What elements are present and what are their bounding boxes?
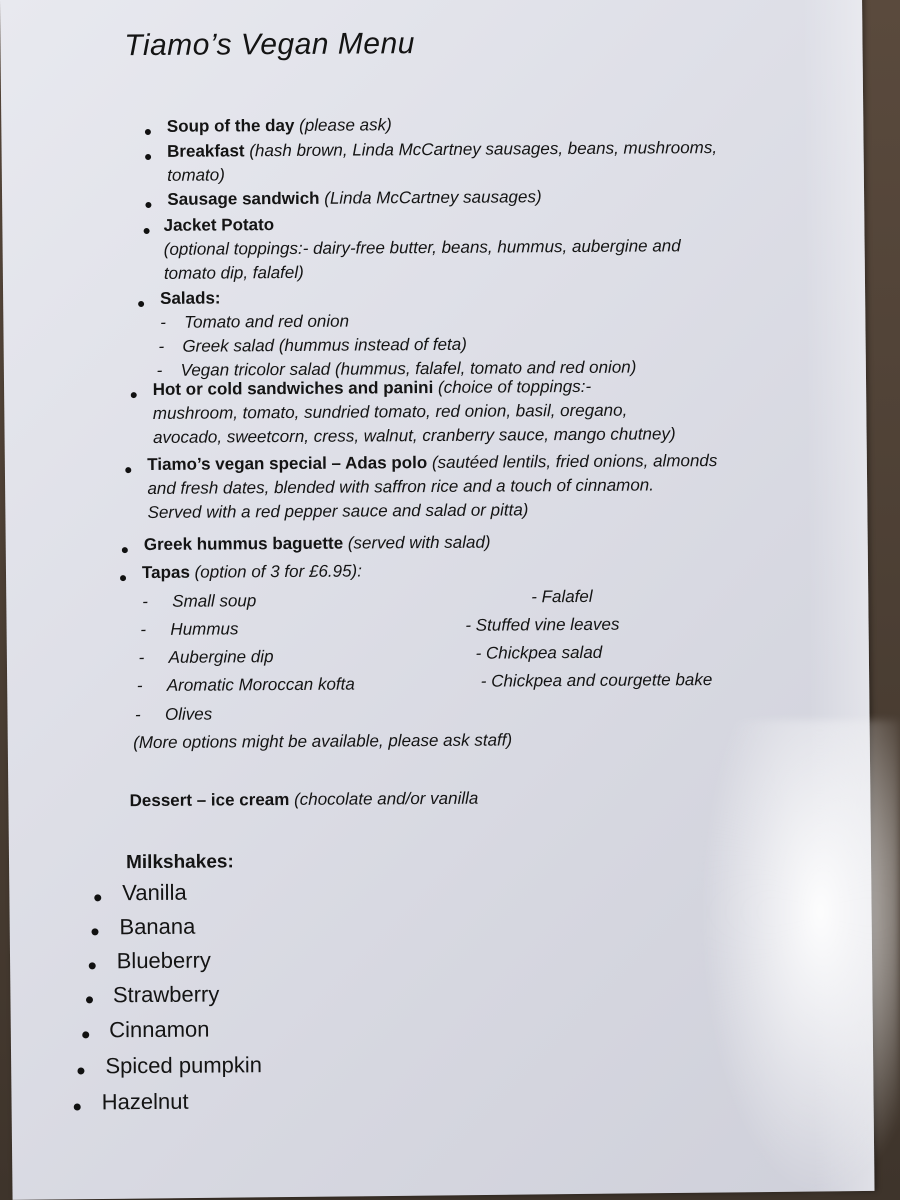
tapas-option-label: Small soup <box>172 591 257 611</box>
item-description: (choice of toppings:- <box>437 376 592 397</box>
milkshake-item: Strawberry <box>112 981 220 1008</box>
item-description-cont: avocado, sweetcorn, cress, walnut, cranberry sauce, mango chutney) <box>152 424 676 447</box>
item-name: Greek hummus baguette <box>143 533 344 555</box>
bullet-icon <box>120 575 126 581</box>
item-description-cont: and fresh dates, blended with saffron rice and a touch of cinnamon. <box>147 475 655 498</box>
tapas-option-right: - Stuffed vine leaves <box>465 614 620 635</box>
item-name: Soup of the day <box>166 115 295 136</box>
bullet-icon <box>86 996 93 1003</box>
bullet-icon <box>131 392 137 398</box>
bullet-icon <box>122 547 128 553</box>
tapas-option-label: Aromatic Moroccan kofta <box>166 674 355 695</box>
salad-option: - Vegan tricolor salad (hummus, falafel, tomato and red onion) <box>156 357 637 380</box>
item-name: Salads: <box>160 288 221 308</box>
item-name: Tiamo’s vegan special – Adas polo <box>147 453 428 474</box>
menu-item-vegan-special <box>147 448 837 525</box>
tapas-option-right: - Falafel <box>531 586 593 607</box>
menu-item-sausage-sandwich <box>167 185 541 212</box>
tapas-option: - Aubergine dip <box>138 647 274 668</box>
tapas-option-label: Hummus <box>170 619 239 639</box>
item-name: Tapas <box>141 562 190 583</box>
tapas-note: (More options might be available, please ask staff) <box>133 730 513 753</box>
menu-item-sandwiches-panini <box>153 373 833 450</box>
menu-item-tapas <box>142 559 362 585</box>
tapas-option-right: - Chickpea and courgette bake <box>480 670 713 691</box>
menu-title: Tiamo’s Vegan Menu <box>124 27 415 63</box>
salad-option-label: Greek salad (hummus instead of feta) <box>182 334 467 356</box>
item-description: (please ask) <box>299 115 392 135</box>
lamination-glare <box>700 720 900 1200</box>
milkshake-item: Banana <box>119 913 196 940</box>
salad-option-label: Tomato and red onion <box>184 311 350 332</box>
item-description: (Linda McCartney sausages) <box>324 187 542 208</box>
menu-item-breakfast <box>167 135 807 187</box>
menu-item-hummus-baguette <box>144 531 491 557</box>
item-description: (hash brown, Linda McCartney sausages, beans, mushrooms, <box>249 137 718 161</box>
milkshakes-heading: Milkshakes: <box>125 851 234 874</box>
bullet-icon <box>77 1067 84 1074</box>
item-description: (served with salad) <box>347 532 491 553</box>
dessert-name: Dessert – ice cream <box>129 789 290 811</box>
item-name: Breakfast <box>166 141 245 161</box>
milkshake-item: Hazelnut <box>101 1088 189 1115</box>
bullet-icon <box>138 301 144 307</box>
tapas-option: - Aromatic Moroccan kofta <box>136 674 355 696</box>
tapas-option: - Hummus <box>140 619 239 640</box>
tapas-option-right: - Chickpea salad <box>475 642 603 663</box>
bullet-icon <box>82 1031 89 1038</box>
milkshake-item: Vanilla <box>122 879 187 906</box>
tapas-option: - Olives <box>134 704 213 725</box>
bullet-icon <box>94 894 101 901</box>
item-name: Sausage sandwich <box>167 188 320 209</box>
item-description: (optional toppings:- dairy-free butter, beans, hummus, aubergine and <box>163 236 681 259</box>
item-name: Hot or cold sandwiches and panini <box>152 377 434 399</box>
milkshake-item: Blueberry <box>116 947 211 974</box>
bullet-icon <box>144 228 150 234</box>
salad-option: - Tomato and red onion <box>160 311 350 332</box>
dessert-description: (chocolate and/or vanilla <box>293 788 479 809</box>
menu-item-soup <box>167 113 392 139</box>
bullet-icon <box>145 129 151 135</box>
salad-option: - Greek salad (hummus instead of feta) <box>158 334 467 356</box>
item-description: (option of 3 for £6.95): <box>194 561 362 582</box>
item-name: Jacket Potato <box>163 215 275 235</box>
bullet-icon <box>91 928 98 935</box>
item-description-cont: tomato dip, falafel) <box>163 262 304 283</box>
bullet-icon <box>74 1103 81 1110</box>
dessert-line <box>130 787 479 813</box>
bullet-icon <box>145 154 151 160</box>
item-description-cont: tomato) <box>167 165 225 185</box>
item-description-cont: mushroom, tomato, sundried tomato, red onion, basil, oregano, <box>152 400 628 423</box>
bullet-icon <box>125 467 131 473</box>
item-description: (sautéed lentils, fried onions, almonds <box>431 451 718 472</box>
tapas-option: - Small soup <box>142 591 257 612</box>
salad-option-label: Vegan tricolor salad (hummus, falafel, tomato and red onion) <box>180 357 637 380</box>
milkshake-item: Spiced pumpkin <box>105 1052 263 1079</box>
bullet-icon <box>89 962 96 969</box>
menu-item-jacket-potato <box>163 209 823 286</box>
tapas-option-label: Aubergine dip <box>168 647 274 667</box>
milkshake-item: Cinnamon <box>109 1016 210 1043</box>
tapas-option-label: Olives <box>164 704 213 724</box>
bullet-icon <box>145 202 151 208</box>
menu-item-salads <box>160 286 221 310</box>
item-description-cont: Served with a red pepper sauce and salad or pitta) <box>147 500 529 522</box>
